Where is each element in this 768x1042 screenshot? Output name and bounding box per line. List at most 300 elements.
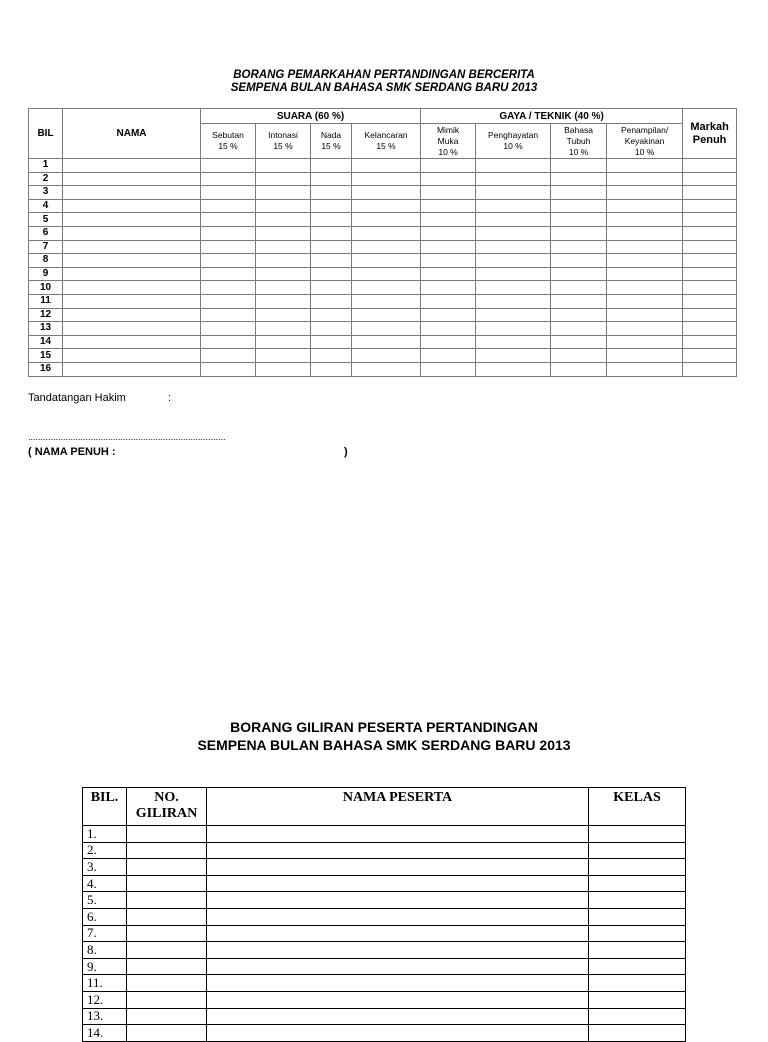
table-row [29, 349, 737, 363]
turn-row-number: 4. [83, 875, 127, 892]
turn-cell[interactable] [127, 908, 207, 925]
turn-cell[interactable] [589, 908, 686, 925]
score-cell[interactable] [201, 199, 256, 213]
criteria-header [201, 124, 256, 159]
turn-header-nama: NAMA PESERTA [207, 788, 589, 826]
row-number: 12 [29, 308, 63, 322]
score-form-title-line2: SEMPENA BULAN BAHASA SMK SERDANG BARU 2013 [230, 82, 538, 94]
score-cell[interactable] [352, 335, 421, 349]
score-cell[interactable] [476, 294, 551, 308]
score-cell[interactable] [201, 159, 256, 173]
row-number: 11 [29, 294, 63, 308]
score-cell[interactable] [311, 294, 352, 308]
turn-cell[interactable] [127, 1025, 207, 1042]
score-cell[interactable] [256, 226, 311, 240]
score-cell[interactable] [607, 335, 683, 349]
turn-row-number: 3. [83, 859, 127, 876]
score-cell[interactable] [683, 186, 737, 200]
turn-row-number: 12. [83, 991, 127, 1008]
table-row [29, 281, 737, 295]
score-cell[interactable] [63, 199, 201, 213]
score-cell[interactable] [607, 213, 683, 227]
markah-line1: Markah [690, 120, 729, 133]
score-cell[interactable] [311, 308, 352, 322]
turn-cell[interactable] [589, 859, 686, 876]
score-cell[interactable] [256, 186, 311, 200]
score-cell[interactable] [256, 213, 311, 227]
turn-cell[interactable] [589, 892, 686, 909]
score-cell[interactable] [683, 226, 737, 240]
turn-cell[interactable] [207, 842, 589, 859]
table-row [29, 322, 737, 336]
score-cell[interactable] [476, 254, 551, 268]
score-cell[interactable] [551, 240, 607, 254]
turn-cell[interactable] [207, 875, 589, 892]
score-cell[interactable] [201, 240, 256, 254]
score-cell[interactable] [311, 172, 352, 186]
score-cell[interactable] [683, 254, 737, 268]
score-cell[interactable] [63, 335, 201, 349]
score-cell[interactable] [421, 335, 476, 349]
row-number: 6 [29, 226, 63, 240]
table-row [83, 875, 686, 892]
score-cell[interactable] [683, 213, 737, 227]
score-cell[interactable] [607, 308, 683, 322]
turn-row-number: 2. [83, 842, 127, 859]
score-cell[interactable] [311, 281, 352, 295]
score-cell[interactable] [476, 213, 551, 227]
turn-cell[interactable] [207, 975, 589, 992]
turn-cell[interactable] [207, 908, 589, 925]
turn-cell[interactable] [589, 1025, 686, 1042]
row-number: 2 [29, 172, 63, 186]
score-cell[interactable] [683, 281, 737, 295]
score-cell[interactable] [311, 240, 352, 254]
table-row [83, 925, 686, 942]
table-row [29, 362, 737, 376]
score-cell[interactable] [607, 281, 683, 295]
score-cell[interactable] [683, 199, 737, 213]
score-cell[interactable] [201, 322, 256, 336]
score-cell[interactable] [476, 267, 551, 281]
row-number: 7 [29, 240, 63, 254]
criteria-line2: 15 % [273, 141, 293, 151]
score-cell[interactable] [551, 335, 607, 349]
score-cell[interactable] [421, 159, 476, 173]
signature-line: ............................................................................... [28, 432, 226, 442]
score-cell[interactable] [256, 199, 311, 213]
score-cell[interactable] [256, 281, 311, 295]
criteria-header [607, 124, 683, 159]
score-cell[interactable] [551, 172, 607, 186]
score-cell[interactable] [551, 199, 607, 213]
score-cell[interactable] [256, 254, 311, 268]
score-cell[interactable] [352, 172, 421, 186]
score-cell[interactable] [476, 172, 551, 186]
row-number: 5 [29, 213, 63, 227]
score-cell[interactable] [607, 159, 683, 173]
turn-cell[interactable] [127, 875, 207, 892]
turn-row-number: 14. [83, 1025, 127, 1042]
score-cell[interactable] [607, 322, 683, 336]
row-number: 15 [29, 349, 63, 363]
score-cell[interactable] [311, 159, 352, 173]
score-cell[interactable] [256, 349, 311, 363]
table-row [83, 908, 686, 925]
score-cell[interactable] [201, 172, 256, 186]
score-cell[interactable] [476, 335, 551, 349]
score-cell[interactable] [63, 213, 201, 227]
score-cell[interactable] [63, 322, 201, 336]
score-cell[interactable] [607, 199, 683, 213]
turn-row-number: 6. [83, 908, 127, 925]
score-cell[interactable] [256, 159, 311, 173]
score-cell[interactable] [421, 294, 476, 308]
turn-row-number: 9. [83, 958, 127, 975]
turn-cell[interactable] [127, 975, 207, 992]
score-cell[interactable] [256, 172, 311, 186]
criteria-line2: Tubuh [566, 135, 591, 146]
score-cell[interactable] [256, 335, 311, 349]
score-cell[interactable] [551, 267, 607, 281]
score-cell[interactable] [476, 308, 551, 322]
score-cell[interactable] [551, 308, 607, 322]
turn-form-title-line2: SEMPENA BULAN BAHASA SMK SERDANG BARU 2013 [197, 737, 571, 753]
score-cell[interactable] [63, 362, 201, 376]
header-bil: BIL [29, 109, 63, 159]
turn-row-number: 1. [83, 826, 127, 843]
table-row [29, 267, 737, 281]
score-cell[interactable] [201, 213, 256, 227]
score-cell[interactable] [607, 226, 683, 240]
score-cell[interactable] [551, 186, 607, 200]
table-row [83, 892, 686, 909]
score-cell[interactable] [551, 362, 607, 376]
table-row [83, 1025, 686, 1042]
score-cell[interactable] [683, 322, 737, 336]
score-cell[interactable] [421, 281, 476, 295]
score-cell[interactable] [551, 349, 607, 363]
criteria-header [421, 124, 476, 159]
score-cell[interactable] [683, 335, 737, 349]
header-nama: NAMA [63, 109, 201, 159]
full-name-label: ( NAMA PENUH : [28, 446, 116, 458]
score-cell[interactable] [551, 254, 607, 268]
score-cell[interactable] [256, 294, 311, 308]
criteria-line2: Muka [437, 135, 459, 146]
score-cell[interactable] [607, 362, 683, 376]
table-row [83, 842, 686, 859]
table-row [29, 335, 737, 349]
score-cell[interactable] [352, 226, 421, 240]
score-cell[interactable] [476, 199, 551, 213]
turn-cell[interactable] [589, 991, 686, 1008]
score-table [28, 108, 737, 377]
giliran-line2: GILIRAN [135, 806, 198, 821]
score-cell[interactable] [476, 349, 551, 363]
score-cell[interactable] [421, 172, 476, 186]
score-cell[interactable] [551, 159, 607, 173]
score-cell[interactable] [352, 213, 421, 227]
score-cell[interactable] [256, 322, 311, 336]
turn-table [82, 787, 686, 1042]
turn-cell[interactable] [207, 942, 589, 959]
score-cell[interactable] [683, 267, 737, 281]
turn-cell[interactable] [207, 958, 589, 975]
criteria-header [476, 124, 551, 159]
score-cell[interactable] [683, 294, 737, 308]
turn-cell[interactable] [589, 942, 686, 959]
criteria-line2: Keyakinan [624, 135, 665, 146]
criteria-line1: Penghayatan [487, 130, 539, 140]
score-cell[interactable] [201, 294, 256, 308]
table-row [29, 199, 737, 213]
score-form-title-line1: BORANG PEMARKAHAN PERTANDINGAN BERCERITA [233, 69, 535, 81]
score-cell[interactable] [352, 159, 421, 173]
score-cell[interactable] [421, 267, 476, 281]
row-number: 8 [29, 254, 63, 268]
criteria-line2: 15 % [218, 141, 238, 151]
table-row [29, 308, 737, 322]
turn-row-number: 7. [83, 925, 127, 942]
score-cell[interactable] [201, 226, 256, 240]
turn-cell[interactable] [207, 925, 589, 942]
score-cell[interactable] [352, 267, 421, 281]
score-cell[interactable] [63, 254, 201, 268]
turn-row-number: 11. [83, 975, 127, 992]
score-cell[interactable] [63, 281, 201, 295]
score-cell[interactable] [352, 281, 421, 295]
score-cell[interactable] [311, 186, 352, 200]
score-cell[interactable] [421, 240, 476, 254]
score-cell[interactable] [421, 322, 476, 336]
giliran-line1: NO. [154, 790, 179, 805]
turn-cell[interactable] [127, 1008, 207, 1025]
criteria-header [352, 124, 421, 159]
signature-colon: : [168, 392, 172, 404]
row-number: 9 [29, 267, 63, 281]
score-cell[interactable] [551, 322, 607, 336]
table-row [29, 254, 737, 268]
score-cell[interactable] [201, 308, 256, 322]
table-row [29, 159, 737, 173]
turn-cell[interactable] [127, 826, 207, 843]
score-cell[interactable] [352, 199, 421, 213]
score-cell[interactable] [311, 199, 352, 213]
turn-cell[interactable] [589, 842, 686, 859]
score-cell[interactable] [683, 159, 737, 173]
turn-row-number: 13. [83, 1008, 127, 1025]
score-cell[interactable] [683, 349, 737, 363]
turn-form-title-line1: BORANG GILIRAN PESERTA PERTANDINGAN [230, 719, 538, 735]
turn-cell[interactable] [127, 991, 207, 1008]
score-cell[interactable] [311, 267, 352, 281]
score-cell[interactable] [201, 254, 256, 268]
row-number: 3 [29, 186, 63, 200]
score-cell[interactable] [607, 240, 683, 254]
turn-cell[interactable] [207, 826, 589, 843]
score-cell[interactable] [352, 294, 421, 308]
score-cell[interactable] [256, 240, 311, 254]
score-cell[interactable] [352, 322, 421, 336]
score-cell[interactable] [201, 349, 256, 363]
score-cell[interactable] [311, 213, 352, 227]
criteria-line1: Mimik [436, 124, 460, 135]
score-cell[interactable] [256, 267, 311, 281]
score-cell[interactable] [421, 362, 476, 376]
score-cell[interactable] [352, 254, 421, 268]
score-cell[interactable] [683, 362, 737, 376]
score-cell[interactable] [63, 186, 201, 200]
score-cell[interactable] [421, 186, 476, 200]
score-cell[interactable] [683, 240, 737, 254]
criteria-line1: Intonasi [268, 130, 298, 140]
score-cell[interactable] [551, 213, 607, 227]
score-cell[interactable] [256, 308, 311, 322]
criteria-header [311, 124, 352, 159]
score-cell[interactable] [63, 349, 201, 363]
score-cell[interactable] [63, 267, 201, 281]
criteria-line2: 15 % [321, 141, 341, 151]
criteria-line1: Sebutan [212, 130, 244, 140]
header-gaya-teknik: GAYA / TEKNIK (40 %) [421, 109, 683, 124]
score-cell[interactable] [201, 186, 256, 200]
turn-cell[interactable] [127, 942, 207, 959]
table-row [83, 958, 686, 975]
table-row [29, 294, 737, 308]
score-cell[interactable] [607, 172, 683, 186]
turn-header-bil: BIL. [83, 788, 127, 826]
score-cell[interactable] [352, 240, 421, 254]
table-row [83, 1008, 686, 1025]
score-cell[interactable] [352, 349, 421, 363]
score-cell[interactable] [607, 254, 683, 268]
score-cell[interactable] [352, 362, 421, 376]
score-cell[interactable] [311, 349, 352, 363]
turn-cell[interactable] [207, 1008, 589, 1025]
row-number: 14 [29, 335, 63, 349]
row-number: 10 [29, 281, 63, 295]
score-cell[interactable] [63, 226, 201, 240]
score-cell[interactable] [421, 308, 476, 322]
score-cell[interactable] [201, 335, 256, 349]
row-number: 16 [29, 362, 63, 376]
score-cell[interactable] [476, 362, 551, 376]
score-cell[interactable] [311, 254, 352, 268]
turn-cell[interactable] [589, 1008, 686, 1025]
score-cell[interactable] [311, 362, 352, 376]
turn-header-kelas: KELAS [589, 788, 686, 826]
turn-cell[interactable] [589, 826, 686, 843]
score-cell[interactable] [421, 254, 476, 268]
table-row [83, 859, 686, 876]
criteria-line3: 10 % [634, 146, 655, 157]
turn-row-number: 5. [83, 892, 127, 909]
table-row [29, 226, 737, 240]
turn-cell[interactable] [207, 892, 589, 909]
score-cell[interactable] [256, 362, 311, 376]
turn-cell[interactable] [127, 925, 207, 942]
turn-cell[interactable] [127, 892, 207, 909]
criteria-header [256, 124, 311, 159]
score-cell[interactable] [476, 240, 551, 254]
turn-cell[interactable] [207, 1025, 589, 1042]
criteria-line3: 10 % [438, 146, 458, 157]
score-cell[interactable] [201, 362, 256, 376]
score-cell[interactable] [421, 213, 476, 227]
criteria-line1: Nada [320, 130, 342, 140]
table-row [29, 213, 737, 227]
score-cell[interactable] [551, 226, 607, 240]
score-cell[interactable] [551, 294, 607, 308]
score-cell[interactable] [421, 199, 476, 213]
table-row [83, 826, 686, 843]
criteria-line2: 10 % [503, 141, 523, 151]
turn-cell[interactable] [589, 975, 686, 992]
score-cell[interactable] [683, 308, 737, 322]
score-cell[interactable] [476, 226, 551, 240]
score-cell[interactable] [551, 281, 607, 295]
table-row [29, 172, 737, 186]
score-cell[interactable] [201, 281, 256, 295]
score-cell[interactable] [201, 267, 256, 281]
score-cell[interactable] [311, 226, 352, 240]
score-cell[interactable] [476, 186, 551, 200]
score-cell[interactable] [607, 294, 683, 308]
table-row [83, 975, 686, 992]
score-cell[interactable] [607, 267, 683, 281]
criteria-line1: Penampilan/ [620, 124, 669, 135]
turn-cell[interactable] [127, 958, 207, 975]
turn-cell[interactable] [207, 859, 589, 876]
score-cell[interactable] [63, 308, 201, 322]
score-cell[interactable] [476, 281, 551, 295]
score-cell[interactable] [421, 226, 476, 240]
turn-cell[interactable] [207, 991, 589, 1008]
score-cell[interactable] [352, 186, 421, 200]
score-cell[interactable] [63, 294, 201, 308]
score-cell[interactable] [607, 186, 683, 200]
header-markah-penuh [683, 109, 737, 159]
turn-row-number: 8. [83, 942, 127, 959]
turn-cell[interactable] [589, 875, 686, 892]
turn-cell[interactable] [589, 958, 686, 975]
criteria-header [551, 124, 607, 159]
score-cell[interactable] [476, 159, 551, 173]
score-cell[interactable] [421, 349, 476, 363]
score-cell[interactable] [311, 335, 352, 349]
score-cell[interactable] [607, 349, 683, 363]
signature-label: Tandatangan Hakim [28, 392, 126, 404]
score-cell[interactable] [63, 240, 201, 254]
criteria-line1: Kelancaran [364, 130, 408, 140]
table-row [83, 942, 686, 959]
score-cell[interactable] [476, 322, 551, 336]
turn-cell[interactable] [127, 859, 207, 876]
row-number: 13 [29, 322, 63, 336]
criteria-line3: 10 % [568, 146, 589, 157]
turn-header-giliran [127, 788, 207, 826]
score-cell[interactable] [311, 322, 352, 336]
turn-cell[interactable] [589, 925, 686, 942]
table-row [83, 991, 686, 1008]
score-cell[interactable] [63, 159, 201, 173]
turn-cell[interactable] [127, 842, 207, 859]
score-cell[interactable] [63, 172, 201, 186]
score-cell[interactable] [683, 172, 737, 186]
score-cell[interactable] [352, 308, 421, 322]
header-suara: SUARA (60 %) [201, 109, 421, 124]
